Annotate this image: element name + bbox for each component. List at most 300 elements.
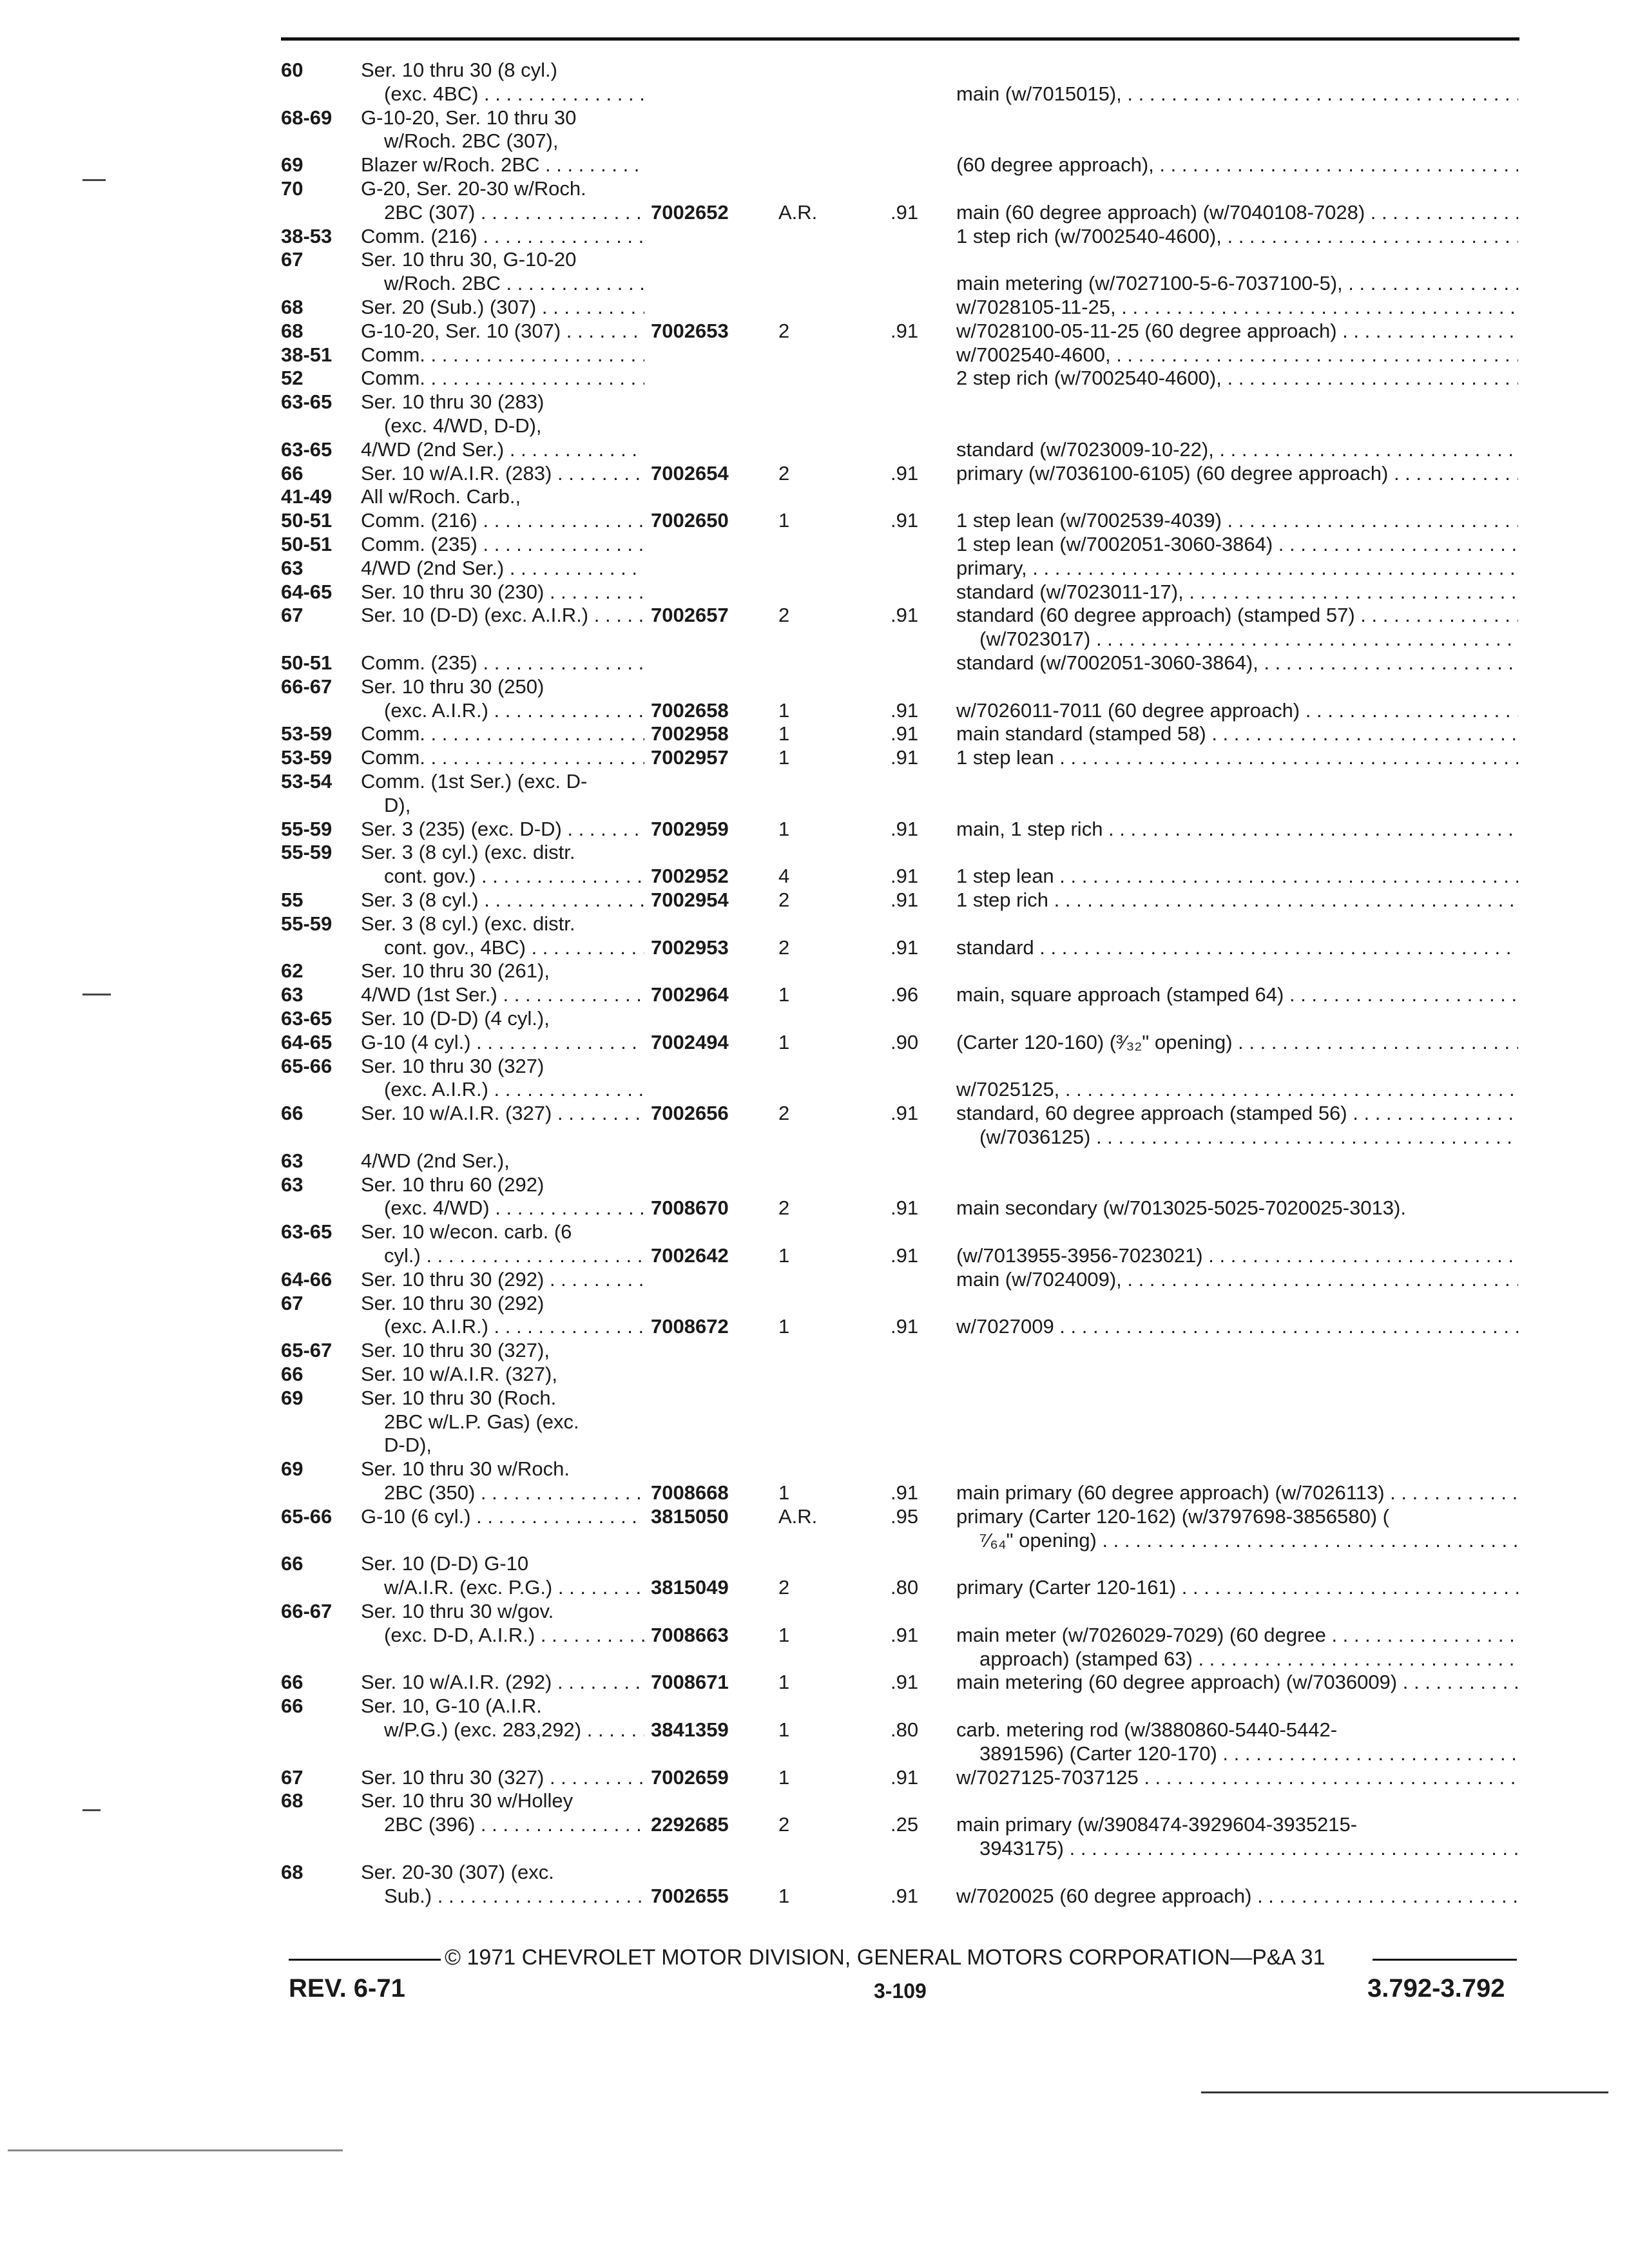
table-row <box>0 1196 1629 1220</box>
size-cell: .91 <box>891 699 919 722</box>
model-cell: D), <box>384 794 411 816</box>
part-number-cell: 7002953 <box>651 936 729 959</box>
year-cell: 64-65 <box>281 581 333 603</box>
description-cell: approach) (stamped 63) . . . <box>979 1647 1518 1671</box>
table-row <box>0 1599 1629 1624</box>
description-cell: main metering (60 degree approach) (w/7036009) . . . <box>956 1670 1518 1695</box>
model-cell: Ser. 3 (8 cyl.) (exc. distr. <box>361 912 575 935</box>
table-row <box>0 1552 1629 1576</box>
size-cell: .91 <box>891 889 919 911</box>
table-row <box>0 1267 1629 1292</box>
model-cell: (exc. A.I.R.) . . . <box>384 1314 644 1339</box>
year-cell: 41-49 <box>281 485 333 508</box>
part-number-cell: 7002959 <box>651 818 729 840</box>
table-row <box>0 912 1629 936</box>
table-row <box>0 461 1629 486</box>
model-cell: Ser. 10 thru 60 (292) <box>361 1173 545 1196</box>
model-cell: cont. gov.) . . . <box>384 864 644 889</box>
quantity-cell: 2 <box>778 1196 790 1219</box>
model-cell: Comm. (235) . . . <box>361 532 644 557</box>
model-cell: cont. gov., 4BC) . . . <box>384 936 644 960</box>
year-cell: 65-67 <box>281 1339 333 1361</box>
model-cell: Ser. 10 thru 30 w/gov. <box>361 1600 554 1622</box>
description-cell: w/7002540-4600, . . . <box>956 343 1518 367</box>
description-cell: main, square approach (stamped 64) . . . <box>956 983 1518 1007</box>
part-number-cell: 7008672 <box>651 1315 729 1338</box>
model-cell: Ser. 10 w/A.I.R. (292) . . . <box>361 1670 644 1695</box>
model-cell: G-10 (6 cyl.) . . . <box>361 1504 644 1529</box>
footer-rule-left <box>289 1959 441 1961</box>
model-cell: Ser. 10 thru 30 w/Holley <box>361 1789 574 1812</box>
description-cell: main primary (w/3908474-3929604-3935215- <box>956 1813 1358 1836</box>
size-cell: .91 <box>891 1244 919 1267</box>
part-number-cell: 3815050 <box>651 1505 729 1528</box>
size-cell: .91 <box>891 818 919 840</box>
year-cell: 55 <box>281 889 304 911</box>
table-row <box>0 580 1629 604</box>
year-cell: 68 <box>281 296 304 318</box>
year-cell: 60 <box>281 59 304 81</box>
model-cell: Ser. 10 thru 30 (327) <box>361 1055 545 1077</box>
year-cell: 50-51 <box>281 509 333 532</box>
model-cell: w/Roch. 2BC . . . <box>384 271 644 296</box>
quantity-cell: 2 <box>778 889 790 911</box>
table-row <box>0 1173 1629 1197</box>
model-cell: Comm. . . . <box>361 366 644 390</box>
part-number-cell: 7002952 <box>651 865 729 887</box>
year-cell: 52 <box>281 367 304 389</box>
model-cell: Comm. (1st Ser.) (exc. D- <box>361 770 588 793</box>
table-row <box>0 343 1629 367</box>
quantity-cell: 1 <box>778 1244 790 1267</box>
table-row <box>0 722 1629 746</box>
table-row <box>0 1575 1629 1600</box>
description-cell: w/7027125-7037125 . . . <box>956 1765 1518 1790</box>
year-cell: 66 <box>281 1102 304 1124</box>
model-cell: Ser. 3 (235) (exc. D-D) . . . <box>361 817 644 841</box>
model-cell: Ser. 10 w/econ. carb. (6 <box>361 1220 572 1243</box>
model-cell: Ser. 10 (D-D) G-10 <box>361 1552 529 1575</box>
size-cell: .90 <box>891 1031 919 1053</box>
year-cell: 66-67 <box>281 675 333 698</box>
description-cell: standard (w/7023011-17), . . . <box>956 580 1518 604</box>
model-cell: (exc. 4/WD) . . . <box>384 1196 644 1220</box>
table-row <box>0 793 1629 818</box>
model-cell: 4/WD (1st Ser.) . . . <box>361 983 644 1007</box>
year-cell: 67 <box>281 248 304 271</box>
size-cell: .91 <box>891 1196 919 1219</box>
model-cell: Ser. 10 thru 30 (261), <box>361 959 550 982</box>
model-cell: Comm. (216) . . . <box>361 508 644 533</box>
quantity-cell: A.R. <box>778 1505 818 1528</box>
model-cell: Ser. 10 thru 30 w/Roch. <box>361 1457 570 1480</box>
size-cell: .91 <box>891 604 919 626</box>
part-number-cell: 3815049 <box>651 1576 729 1599</box>
top-rule <box>281 37 1519 41</box>
part-number-cell: 7002494 <box>651 1031 729 1053</box>
year-cell: 53-59 <box>281 722 333 745</box>
year-cell: 55-59 <box>281 841 333 863</box>
table-row <box>0 319 1629 343</box>
quantity-cell: 1 <box>778 699 790 722</box>
table-row <box>0 1504 1629 1529</box>
size-cell: .91 <box>891 1766 919 1789</box>
size-cell: .91 <box>891 1102 919 1124</box>
table-row <box>0 153 1629 177</box>
year-cell: 64-66 <box>281 1268 333 1291</box>
part-number-cell: 7002652 <box>651 201 729 224</box>
size-cell: .91 <box>891 865 919 887</box>
section-number: 3.792-3.792 <box>1367 1974 1505 2003</box>
model-cell: Ser. 10 thru 30 (292) . . . <box>361 1267 644 1292</box>
table-row <box>0 1860 1629 1885</box>
table-row <box>0 556 1629 581</box>
part-number-cell: 7002658 <box>651 699 729 722</box>
description-cell: primary (w/7036100-6105) (60 degree approach) . . . <box>956 461 1518 486</box>
model-cell: w/A.I.R. (exc. P.G.) . . . <box>384 1575 644 1600</box>
year-cell: 68 <box>281 1789 304 1812</box>
model-cell: 2BC (396) . . . <box>384 1812 644 1837</box>
part-number-cell: 2292685 <box>651 1813 729 1836</box>
model-cell: (exc. A.I.R.) . . . <box>384 698 644 723</box>
table-row <box>0 1244 1629 1268</box>
year-cell: 66 <box>281 1552 304 1575</box>
table-row <box>0 1836 1629 1861</box>
description-cell: 1 step lean (w/7002539-4039) . . . <box>956 508 1518 533</box>
description-cell: standard (w/7023009-10-22), . . . <box>956 437 1518 462</box>
description-cell: carb. metering rod (w/3880860-5440-5442- <box>956 1718 1338 1741</box>
part-number-cell: 7002655 <box>651 1885 729 1907</box>
model-cell: Ser. 10 thru 30, G-10-20 <box>361 248 577 271</box>
year-cell: 69 <box>281 1387 304 1409</box>
description-cell: standard (w/7002051-3060-3864), . . . <box>956 651 1518 675</box>
description-cell: (60 degree approach), . . . <box>956 153 1518 177</box>
table-row <box>0 651 1629 675</box>
footer-rule-right <box>1373 1959 1517 1961</box>
model-cell: Comm. (216) . . . <box>361 224 644 249</box>
year-cell: 70 <box>281 177 304 200</box>
page-number: 3-109 <box>874 1979 927 2003</box>
year-cell: 63-65 <box>281 1007 333 1030</box>
quantity-cell: 1 <box>778 1885 790 1907</box>
table-row <box>0 1362 1629 1387</box>
model-cell: cyl.) . . . <box>384 1244 644 1268</box>
model-cell: Ser. 10 thru 30 (327), <box>361 1339 550 1361</box>
model-cell: G-20, Ser. 20-30 w/Roch. <box>361 177 586 200</box>
model-cell: All w/Roch. Carb., <box>361 485 521 508</box>
year-cell: 63-65 <box>281 438 333 461</box>
table-row <box>0 532 1629 557</box>
model-cell: Ser. 10 w/A.I.R. (283) . . . <box>361 461 644 486</box>
model-cell: Ser. 10 thru 30 (Roch. <box>361 1387 557 1409</box>
description-cell: main, 1 step rich . . . <box>956 817 1518 841</box>
model-cell: Blazer w/Roch. 2BC . . . <box>361 153 644 177</box>
description-cell: ⁷⁄₆₄" opening) . . . <box>979 1528 1518 1553</box>
table-row <box>0 888 1629 912</box>
revision-label: REV. 6-71 <box>289 1974 405 2003</box>
quantity-cell: 2 <box>778 1813 790 1836</box>
year-cell: 50-51 <box>281 651 333 674</box>
table-row <box>0 1125 1629 1149</box>
description-cell: primary (Carter 120-161) . . . <box>956 1575 1518 1600</box>
part-number-cell: 7002653 <box>651 320 729 342</box>
table-row <box>0 675 1629 699</box>
description-cell: (Carter 120-160) (³⁄₃₂" opening) . . . <box>956 1030 1518 1055</box>
model-cell: Ser. 10 (D-D) (4 cyl.), <box>361 1007 550 1030</box>
table-row <box>0 247 1629 272</box>
size-cell: .91 <box>891 509 919 532</box>
quantity-cell: 4 <box>778 865 790 887</box>
model-cell: G-10-20, Ser. 10 thru 30 <box>361 106 577 129</box>
year-cell: 38-51 <box>281 343 333 366</box>
table-row <box>0 1694 1629 1718</box>
description-cell: standard, 60 degree approach (stamped 56) . . . <box>956 1101 1518 1126</box>
table-row <box>0 864 1629 889</box>
description-cell: 3943175) . . . <box>979 1836 1518 1861</box>
table-row <box>0 1149 1629 1173</box>
size-cell: .95 <box>891 1505 919 1528</box>
year-cell: 53-59 <box>281 746 333 769</box>
year-cell: 68 <box>281 1861 304 1883</box>
model-cell: Sub.) . . . <box>384 1884 644 1908</box>
model-cell: 2BC (350) . . . <box>384 1481 644 1505</box>
table-row <box>0 959 1629 983</box>
table-row <box>0 271 1629 296</box>
year-cell: 62 <box>281 959 304 982</box>
year-cell: 38-53 <box>281 225 333 247</box>
part-number-cell: 7002650 <box>651 509 729 532</box>
description-cell: (w/7013955-3956-7023021) . . . <box>956 1244 1518 1268</box>
part-number-cell: 7002964 <box>651 983 729 1006</box>
quantity-cell: 1 <box>778 746 790 769</box>
description-cell: standard . . . <box>956 936 1518 960</box>
table-row <box>0 82 1629 106</box>
size-cell: .91 <box>891 320 919 342</box>
description-cell: main secondary (w/7013025-5025-7020025-3013). <box>956 1196 1406 1219</box>
year-cell: 68 <box>281 320 304 342</box>
model-cell: Ser. 10 w/A.I.R. (327) . . . <box>361 1101 644 1126</box>
model-cell: D-D), <box>384 1434 432 1456</box>
model-cell: Ser. 10 (D-D) (exc. A.I.R.) . . . <box>361 603 644 628</box>
size-cell: .25 <box>891 1813 919 1836</box>
model-cell: Ser. 3 (8 cyl.) . . . <box>361 888 644 912</box>
model-cell: Ser. 3 (8 cyl.) (exc. distr. <box>361 841 575 863</box>
description-cell: standard (60 degree approach) (stamped 57) . . . <box>956 603 1518 628</box>
table-row <box>0 485 1629 509</box>
table-row <box>0 1647 1629 1671</box>
year-cell: 65-66 <box>281 1055 333 1077</box>
table-row <box>0 1528 1629 1553</box>
model-cell: Comm. . . . <box>361 722 644 746</box>
size-cell: .80 <box>891 1576 919 1599</box>
table-row <box>0 1030 1629 1055</box>
size-cell: .80 <box>891 1718 919 1741</box>
table-row <box>0 177 1629 201</box>
part-number-cell: 7002656 <box>651 1102 729 1124</box>
table-row <box>0 390 1629 414</box>
model-cell: 4/WD (2nd Ser.), <box>361 1149 510 1172</box>
size-cell: .91 <box>891 1315 919 1338</box>
year-cell: 69 <box>281 153 304 176</box>
table-row <box>0 1054 1629 1079</box>
table-row <box>0 366 1629 390</box>
model-cell: Comm. . . . <box>361 745 644 770</box>
description-cell: 2 step rich (w/7002540-4600), . . . <box>956 366 1518 390</box>
table-row <box>0 1291 1629 1316</box>
model-cell: 4/WD (2nd Ser.) . . . <box>361 556 644 581</box>
description-cell: w/7025125, . . . <box>956 1077 1518 1102</box>
table-row <box>0 1670 1629 1695</box>
part-number-cell: 7008663 <box>651 1624 729 1646</box>
year-cell: 69 <box>281 1457 304 1480</box>
description-cell: (w/7023017) . . . <box>979 627 1518 651</box>
description-cell: w/7026011-7011 (60 degree approach) . . . <box>956 698 1518 723</box>
part-number-cell: 7008671 <box>651 1671 729 1693</box>
table-row <box>0 983 1629 1007</box>
description-cell: 1 step rich (w/7002540-4600), . . . <box>956 224 1518 249</box>
size-cell: .91 <box>891 1671 919 1693</box>
model-cell: Ser. 10 thru 30 (292) <box>361 1292 545 1314</box>
table-row <box>0 295 1629 320</box>
description-cell: main standard (stamped 58) . . . <box>956 722 1518 746</box>
description-cell: main (w/7015015), . . . <box>956 82 1518 106</box>
year-cell: 63 <box>281 1149 304 1172</box>
description-cell: main primary (60 degree approach) (w/7026113) . . . <box>956 1481 1518 1505</box>
quantity-cell: 2 <box>778 1102 790 1124</box>
table-row <box>0 1101 1629 1126</box>
quantity-cell: A.R. <box>778 201 818 224</box>
year-cell: 63 <box>281 1173 304 1196</box>
description-cell: primary, . . . <box>956 556 1518 581</box>
part-number-cell: 7002954 <box>651 889 729 911</box>
bottom-rule-left <box>8 2149 343 2151</box>
table-row <box>0 936 1629 960</box>
quantity-cell: 1 <box>778 722 790 745</box>
table-row <box>0 1623 1629 1648</box>
part-number-cell: 7002642 <box>651 1244 729 1267</box>
table-row <box>0 1812 1629 1837</box>
model-cell: 4/WD (2nd Ser.) . . . <box>361 437 644 462</box>
year-cell: 63-65 <box>281 1220 333 1243</box>
year-cell: 66 <box>281 1671 304 1693</box>
table-row <box>0 200 1629 225</box>
table-row <box>0 414 1629 438</box>
quantity-cell: 1 <box>778 1031 790 1053</box>
description-cell: main meter (w/7026029-7029) (60 degree . . . <box>956 1623 1518 1648</box>
year-cell: 68-69 <box>281 106 333 129</box>
description-cell: 1 step lean . . . <box>956 745 1518 770</box>
part-number-cell: 7002657 <box>651 604 729 626</box>
part-number-cell: 7008670 <box>651 1196 729 1219</box>
table-row <box>0 508 1629 533</box>
year-cell: 66 <box>281 1363 304 1385</box>
model-cell: Ser. 10 thru 30 (230) . . . <box>361 580 644 604</box>
size-cell: .91 <box>891 462 919 485</box>
quantity-cell: 1 <box>778 1671 790 1693</box>
table-row <box>0 1338 1629 1363</box>
quantity-cell: 1 <box>778 1624 790 1646</box>
model-cell: (exc. D-D, A.I.R.) . . . <box>384 1623 644 1648</box>
table-row <box>0 1789 1629 1813</box>
year-cell: 67 <box>281 1766 304 1789</box>
model-cell: G-10 (4 cyl.) . . . <box>361 1030 644 1055</box>
description-cell: main (w/7024009), . . . <box>956 1267 1518 1292</box>
description-cell: w/7027009 . . . <box>956 1314 1518 1339</box>
model-cell: Ser. 20 (Sub.) (307) . . . <box>361 295 644 320</box>
description-cell: 1 step lean (w/7002051-3060-3864) . . . <box>956 532 1518 557</box>
year-cell: 63 <box>281 557 304 579</box>
description-cell: w/7028100-05-11-25 (60 degree approach) . . . <box>956 319 1518 343</box>
size-cell: .96 <box>891 983 919 1006</box>
model-cell: Ser. 10 w/A.I.R. (327), <box>361 1363 557 1385</box>
description-cell: primary (Carter 120-162) (w/3797698-3856580) ( <box>956 1505 1389 1528</box>
size-cell: .91 <box>891 936 919 959</box>
table-row <box>0 129 1629 153</box>
table-row <box>0 840 1629 865</box>
table-row <box>0 1386 1629 1410</box>
year-cell: 67 <box>281 604 304 626</box>
description-cell: 1 step rich . . . <box>956 888 1518 912</box>
model-cell: (exc. A.I.R.) . . . <box>384 1077 644 1102</box>
copyright-notice: © 1971 CHEVROLET MOTOR DIVISION, GENERAL MOTORS CORPORATION—P&A 31 <box>445 1945 1325 1970</box>
description-cell: w/7020025 (60 degree approach) . . . <box>956 1884 1518 1908</box>
table-row <box>0 1481 1629 1505</box>
table-row <box>0 698 1629 723</box>
table-row <box>0 224 1629 249</box>
table-row <box>0 1742 1629 1766</box>
year-cell: 53-54 <box>281 770 333 793</box>
table-row <box>0 1006 1629 1031</box>
model-cell: Ser. 10 thru 30 (8 cyl.) <box>361 59 557 81</box>
model-cell: G-10-20, Ser. 10 (307) . . . <box>361 319 644 343</box>
year-cell: 65-66 <box>281 1505 333 1528</box>
table-row <box>0 1220 1629 1244</box>
table-row <box>0 1884 1629 1908</box>
year-cell: 67 <box>281 1292 304 1314</box>
part-number-cell: 7002659 <box>651 1766 729 1789</box>
quantity-cell: 2 <box>778 1576 790 1599</box>
table-row <box>0 1433 1629 1457</box>
model-cell: 2BC (307) . . . <box>384 200 644 225</box>
description-cell: main metering (w/7027100-5-6-7037100-5), . . . <box>956 271 1518 296</box>
year-cell: 66 <box>281 1695 304 1717</box>
model-cell: Ser. 10 thru 30 (250) <box>361 675 545 698</box>
model-cell: Ser. 10, G-10 (A.I.R. <box>361 1695 542 1717</box>
quantity-cell: 1 <box>778 1481 790 1504</box>
year-cell: 55-59 <box>281 912 333 935</box>
part-number-cell: 3841359 <box>651 1718 729 1741</box>
model-cell: Ser. 20-30 (307) (exc. <box>361 1861 554 1883</box>
quantity-cell: 1 <box>778 1766 790 1789</box>
table-row <box>0 1457 1629 1481</box>
year-cell: 63 <box>281 983 304 1006</box>
quantity-cell: 1 <box>778 1315 790 1338</box>
table-row <box>0 437 1629 462</box>
table-row <box>0 603 1629 628</box>
size-cell: .91 <box>891 722 919 745</box>
table-row <box>0 1718 1629 1742</box>
table-row <box>0 1410 1629 1434</box>
quantity-cell: 2 <box>778 462 790 485</box>
part-number-cell: 7002958 <box>651 722 729 745</box>
quantity-cell: 1 <box>778 509 790 532</box>
description-cell: main (60 degree approach) (w/7040108-7028) . . . <box>956 200 1518 225</box>
model-cell: 2BC w/L.P. Gas) (exc. <box>384 1410 579 1433</box>
model-cell: Ser. 10 thru 30 (327) . . . <box>361 1765 644 1790</box>
model-cell: (exc. 4/WD, D-D), <box>384 414 542 437</box>
size-cell: .91 <box>891 1481 919 1504</box>
year-cell: 55-59 <box>281 818 333 840</box>
